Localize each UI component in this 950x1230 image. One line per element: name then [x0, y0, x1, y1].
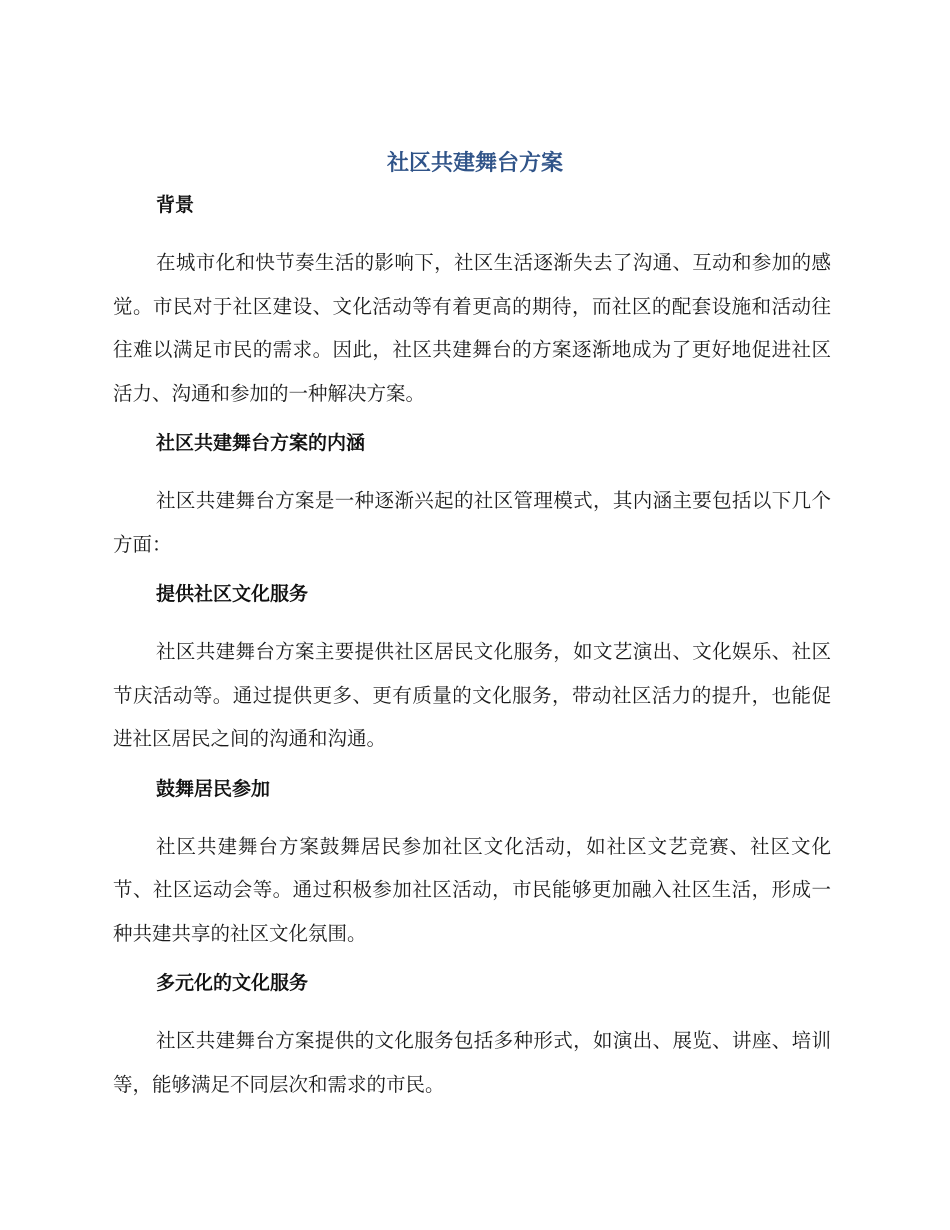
section-paragraph-diverse-services: 社区共建舞台方案提供的文化服务包括多种形式，如演出、展览、讲座、培训等，能够满足不同层次和需求的市民。: [113, 1029, 831, 1096]
section-heading-connotation: 社区共建舞台方案的内涵: [156, 432, 366, 454]
section-heading-culture-services: 提供社区文化服务: [156, 583, 309, 605]
document-title: 社区共建舞台方案: [386, 151, 563, 176]
section-heading-encourage-participation: 鼓舞居民参加: [156, 777, 271, 800]
section-heading-background: 背景: [156, 194, 195, 216]
section-paragraph-connotation: 社区共建舞台方案是一种逐渐兴起的社区管理模式，其内涵主要包括以下几个方面：: [113, 489, 831, 556]
section-paragraph-encourage-participation: 社区共建舞台方案鼓舞居民参加社区文化活动，如社区文艺竞赛、社区文化节、社区运动会等。通过积极参加社区活动，市民能够更加融入社区生活，形成一种共建共享的社区文化氛围。: [113, 834, 831, 945]
section-paragraph-background: 在城市化和快节奏生活的影响下，社区生活逐渐失去了沟通、互动和参加的感觉。市民对于社区建设、文化活动等有着更高的期待，而社区的配套设施和活动往往难以满足市民的需求。因此，社区共建舞台的方案逐渐地成为了更好地促进社区活力、沟通和参加的一种解决方案。: [113, 251, 831, 405]
document-body: [113, 186, 831, 1106]
section-heading-diverse-services: 多元化的文化服务: [156, 972, 309, 994]
section-paragraph-culture-services: 社区共建舞台方案主要提供社区居民文化服务，如文艺演出、文化娱乐、社区节庆活动等。通过提供更多、更有质量的文化服务，带动社区活力的提升，也能促进社区居民之间的沟通和沟通。: [113, 640, 831, 750]
